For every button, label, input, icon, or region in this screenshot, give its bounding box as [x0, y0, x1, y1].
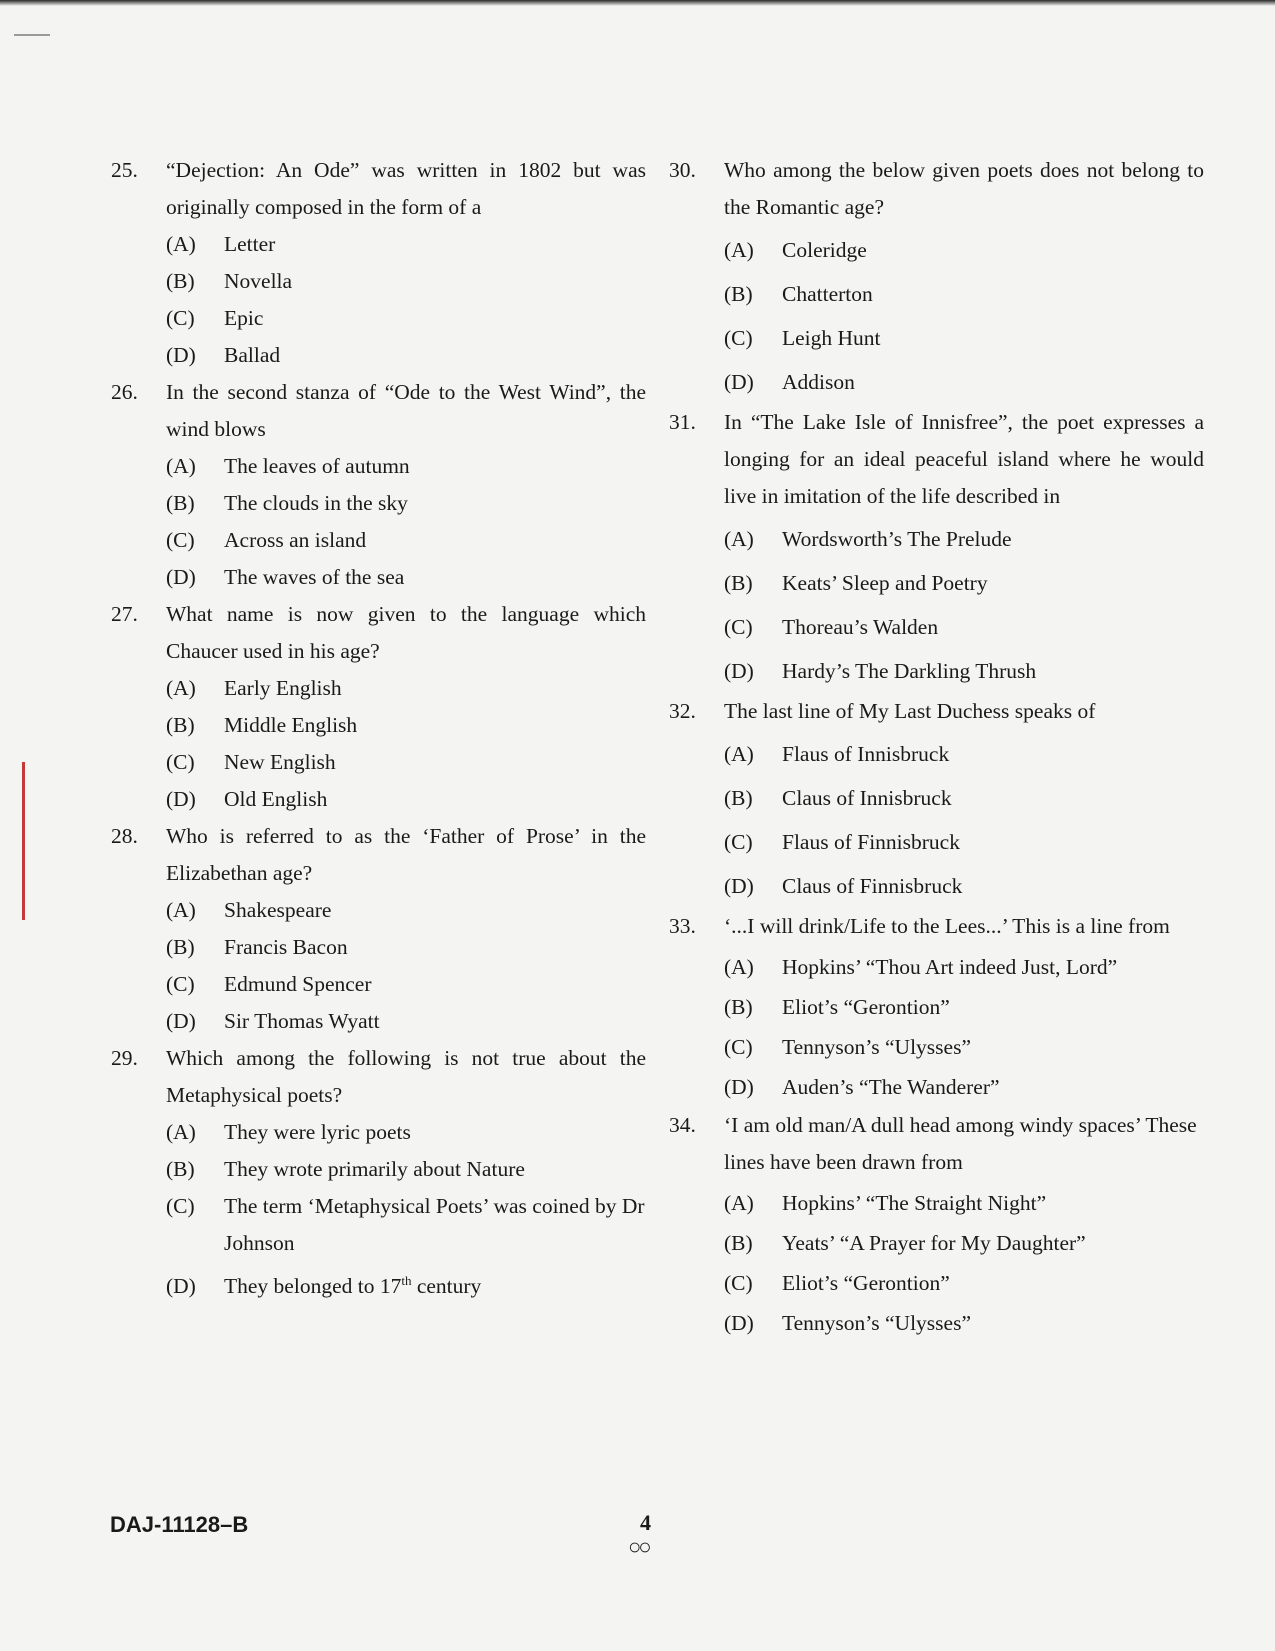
option-label: (C)	[724, 326, 753, 350]
option-text: Coleridge	[782, 238, 867, 262]
option-c	[724, 316, 1204, 360]
option-c	[724, 1263, 1204, 1303]
question-text: Who is referred to as the ‘Father of Prose’ in the Elizabethan age?	[166, 824, 646, 885]
option-label: (B)	[724, 995, 753, 1019]
option-b	[724, 561, 1204, 605]
option-d	[724, 1303, 1204, 1343]
option-b	[724, 987, 1204, 1027]
option-text: Claus of Finnisbruck	[782, 874, 963, 898]
option-label: (C)	[166, 972, 195, 996]
page-mark: ○○	[628, 1534, 649, 1559]
option-label: (A)	[724, 742, 754, 766]
page-number: 4	[640, 1510, 651, 1535]
option-c	[724, 1027, 1204, 1067]
option-text-superscript: th	[401, 1272, 412, 1288]
option-text: Letter	[224, 232, 276, 256]
question-number: 34.	[669, 1113, 696, 1137]
option-text: The leaves of autumn	[224, 454, 410, 478]
option-d	[724, 649, 1204, 693]
option-c	[166, 300, 646, 337]
option-text: Addison	[782, 370, 855, 394]
option-label: (B)	[724, 1231, 753, 1255]
option-label: (B)	[166, 713, 195, 737]
option-c	[166, 966, 646, 1003]
question-text: Who among the below given poets does not belong to the Romantic age?	[724, 158, 1204, 219]
option-text: The clouds in the sky	[224, 491, 408, 515]
option-label: (A)	[166, 1120, 196, 1144]
question-number: 30.	[669, 158, 696, 182]
question-27	[111, 596, 646, 818]
option-text: Claus of Innisbruck	[782, 786, 952, 810]
question-32	[669, 693, 1204, 908]
question-number: 27.	[111, 602, 138, 626]
option-b	[166, 485, 646, 522]
option-text: Across an island	[224, 528, 367, 552]
option-b	[724, 776, 1204, 820]
option-text: Tennyson’s “Ulysses”	[782, 1311, 971, 1335]
option-label: (B)	[166, 269, 195, 293]
question-text: The last line of My Last Duchess speaks of	[724, 699, 1096, 723]
option-text-tail: century	[411, 1274, 482, 1298]
option-text: The waves of the sea	[224, 565, 405, 589]
option-a	[166, 670, 646, 707]
option-label: (C)	[724, 830, 753, 854]
option-c	[166, 1188, 646, 1262]
option-b	[166, 929, 646, 966]
scan-edge	[0, 0, 1275, 6]
option-label: (A)	[724, 527, 754, 551]
option-label: (B)	[166, 935, 195, 959]
option-text: Flaus of Finnisbruck	[782, 830, 960, 854]
option-text: Auden’s “The Wanderer”	[782, 1075, 1000, 1099]
option-d	[166, 781, 646, 818]
question-number: 32.	[669, 699, 696, 723]
option-text-main: They belonged to 17	[224, 1274, 402, 1298]
option-a	[166, 448, 646, 485]
option-label: (A)	[724, 1191, 754, 1215]
option-b	[166, 1151, 646, 1188]
option-a	[166, 892, 646, 929]
option-d	[166, 1003, 646, 1040]
question-28	[111, 818, 646, 1040]
option-label: (B)	[166, 1157, 195, 1181]
option-text: Old English	[224, 787, 328, 811]
option-text: Sir Thomas Wyatt	[224, 1009, 380, 1033]
option-label: (A)	[724, 238, 754, 262]
option-b	[724, 1223, 1204, 1263]
option-label: (D)	[166, 787, 196, 811]
question-text: ‘...I will drink/Life to the Lees...’ This is a line from	[724, 914, 1170, 938]
option-a	[724, 1183, 1204, 1223]
option-label: (A)	[166, 232, 196, 256]
question-text: Which among the following is not true about the Metaphysical poets?	[166, 1046, 646, 1107]
option-text: They wrote primarily about Nature	[224, 1157, 525, 1181]
option-c	[166, 744, 646, 781]
option-c	[166, 522, 646, 559]
option-a	[166, 226, 646, 263]
red-margin-line	[22, 762, 25, 920]
option-label: (D)	[724, 370, 754, 394]
option-label: (D)	[724, 659, 754, 683]
left-column	[111, 152, 646, 1305]
option-label: (B)	[724, 786, 753, 810]
question-text: ‘I am old man/A dull head among windy spaces’ These lines have been drawn from	[724, 1113, 1197, 1174]
option-label: (D)	[724, 874, 754, 898]
option-text: Thoreau’s Walden	[782, 615, 939, 639]
option-label: (C)	[724, 1035, 753, 1059]
question-number: 26.	[111, 380, 138, 404]
option-b	[166, 707, 646, 744]
option-label: (B)	[724, 282, 753, 306]
question-text: What name is now given to the language which Chaucer used in his age?	[166, 602, 646, 663]
question-number: 25.	[111, 158, 138, 182]
option-text: Wordsworth’s The Prelude	[782, 527, 1012, 551]
option-label: (C)	[166, 528, 195, 552]
option-b	[166, 263, 646, 300]
option-text: Keats’ Sleep and Poetry	[782, 571, 988, 595]
option-d	[724, 864, 1204, 908]
question-25	[111, 152, 646, 374]
option-d	[166, 337, 646, 374]
booklet-code: DAJ-11128–B	[110, 1512, 249, 1537]
option-label: (A)	[166, 454, 196, 478]
option-text: Flaus of Innisbruck	[782, 742, 950, 766]
option-text: They were lyric poets	[224, 1120, 411, 1144]
option-label: (D)	[166, 1009, 196, 1033]
option-d	[724, 360, 1204, 404]
option-b	[724, 272, 1204, 316]
option-a	[724, 228, 1204, 272]
question-33	[669, 908, 1204, 1107]
question-number: 33.	[669, 914, 696, 938]
option-label: (B)	[724, 571, 753, 595]
option-text: Eliot’s “Gerontion”	[782, 995, 950, 1019]
option-d	[166, 559, 646, 596]
option-c	[724, 605, 1204, 649]
option-label: (D)	[724, 1311, 754, 1335]
option-text: Tennyson’s “Ulysses”	[782, 1035, 971, 1059]
option-text: Francis Bacon	[224, 935, 348, 959]
option-text: Shakespeare	[224, 898, 332, 922]
question-number: 31.	[669, 410, 696, 434]
option-label: (A)	[166, 898, 196, 922]
option-a	[724, 517, 1204, 561]
question-text: In the second stanza of “Ode to the West Wind”, the wind blows	[166, 380, 646, 441]
option-label: (C)	[166, 1194, 195, 1218]
option-text	[224, 1268, 646, 1305]
option-a	[166, 1114, 646, 1151]
option-text: New English	[224, 750, 336, 774]
option-text: Leigh Hunt	[782, 326, 881, 350]
option-label: (D)	[166, 565, 196, 589]
option-label: (C)	[724, 615, 753, 639]
option-text: Epic	[224, 306, 264, 330]
option-label: (A)	[166, 676, 196, 700]
option-label: (B)	[166, 491, 195, 515]
option-d	[166, 1268, 646, 1305]
option-text: The term ‘Metaphysical Poets’ was coined by Dr Johnson	[224, 1194, 645, 1255]
option-label: (A)	[724, 955, 754, 979]
question-text: In “The Lake Isle of Innisfree”, the poet expresses a longing for an ideal peaceful island where he would live in imitation of the life described in	[724, 410, 1204, 508]
option-text: Novella	[224, 269, 293, 293]
option-c	[724, 820, 1204, 864]
option-text: Ballad	[224, 343, 281, 367]
question-26	[111, 374, 646, 596]
option-label: (D)	[166, 343, 196, 367]
option-text: Yeats’ “A Prayer for My Daughter”	[782, 1231, 1086, 1255]
option-label: (C)	[724, 1271, 753, 1295]
option-text: Eliot’s “Gerontion”	[782, 1271, 950, 1295]
scan-mark	[14, 34, 50, 36]
option-label: (D)	[166, 1274, 196, 1298]
option-label: (D)	[724, 1075, 754, 1099]
option-text: Middle English	[224, 713, 358, 737]
question-29	[111, 1040, 646, 1305]
question-text: “Dejection: An Ode” was written in 1802 but was originally composed in the form of a	[166, 158, 646, 219]
option-a	[724, 947, 1204, 987]
question-number: 29.	[111, 1046, 138, 1070]
option-text: Edmund Spencer	[224, 972, 372, 996]
option-d	[724, 1067, 1204, 1107]
option-text: Early English	[224, 676, 342, 700]
option-text: Hopkins’ “Thou Art indeed Just, Lord”	[782, 955, 1118, 979]
right-column	[669, 152, 1204, 1343]
option-text: Chatterton	[782, 282, 873, 306]
option-label: (C)	[166, 750, 195, 774]
question-31	[669, 404, 1204, 693]
option-label: (C)	[166, 306, 195, 330]
question-30	[669, 152, 1204, 404]
option-text: Hardy’s The Darkling Thrush	[782, 659, 1037, 683]
option-text: Hopkins’ “The Straight Night”	[782, 1191, 1047, 1215]
question-number: 28.	[111, 824, 138, 848]
option-a	[724, 732, 1204, 776]
question-34	[669, 1107, 1204, 1343]
